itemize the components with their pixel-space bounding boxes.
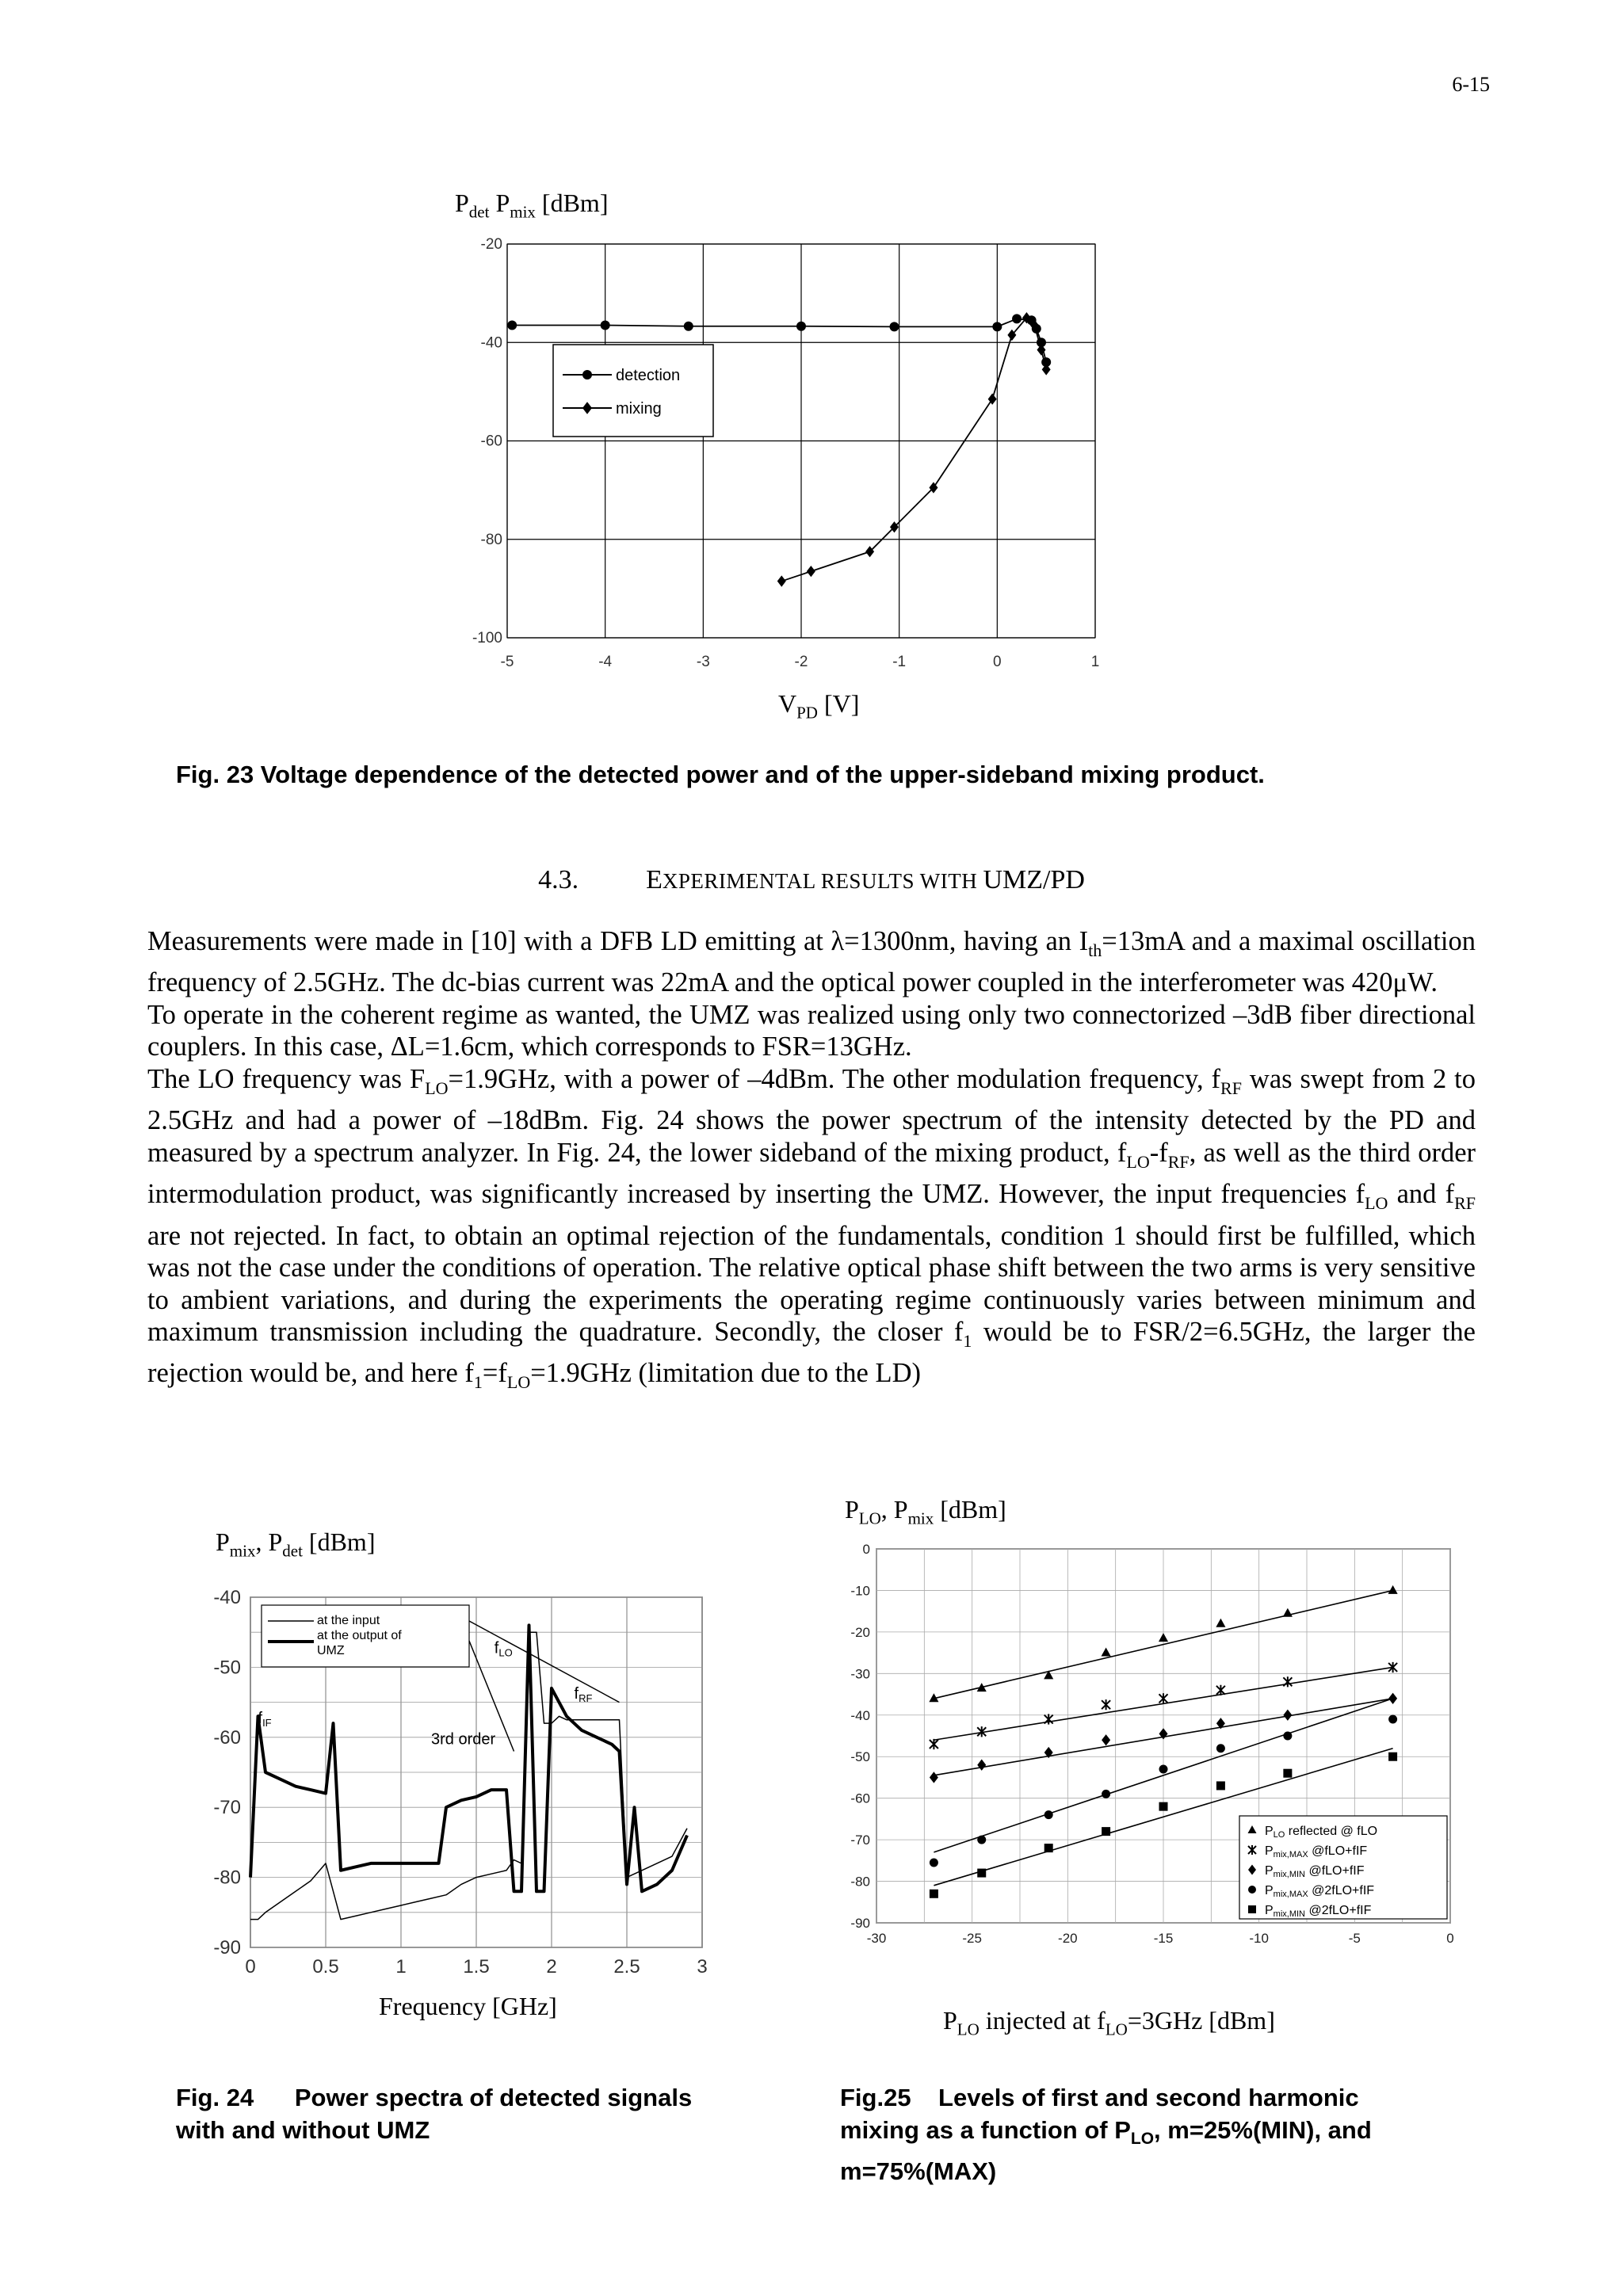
- fig23-point-detection: [1012, 314, 1022, 323]
- fig23-point-mixing: [777, 575, 786, 586]
- fig25-xtick-label: -25: [962, 1931, 982, 1946]
- fig23-xtick-label: 0: [993, 654, 1002, 670]
- fig24-legend: [262, 1605, 469, 1667]
- fig25-xlabel: $P_{LO}$ injected at $f_{LO}=3GHz$ [dBm]: [943, 2006, 1275, 2039]
- fig24-annot-frf: [575, 1685, 593, 1704]
- fig23-ytick-label: -80: [480, 531, 502, 548]
- body-text: [147, 925, 1476, 1399]
- fig25-xtick-label: 0: [1446, 1931, 1454, 1946]
- fig25-xtick-label: -20: [1058, 1931, 1078, 1946]
- fig24-legend-label-output: at the output of: [317, 1629, 402, 1642]
- fig25-ytick-label: -60: [850, 1791, 870, 1806]
- section-heading: 4.3. EXPERIMENTAL RESULTS WITH UMZ/PD: [538, 865, 1085, 894]
- fig24-pointer-line: [469, 1621, 620, 1703]
- fig23-legend: [553, 345, 713, 437]
- fig23-point-detection: [684, 322, 693, 331]
- fig25-point: [1388, 1715, 1397, 1724]
- fig25-point: [930, 1858, 938, 1867]
- fig25-point: [1159, 1633, 1168, 1642]
- fig24-legend-label-input: at the input: [317, 1614, 380, 1627]
- fig24-ytick-label: -50: [213, 1657, 241, 1679]
- fig25-point: [930, 1739, 938, 1749]
- fig23-ylabel: $P_{det}$ $P_{mix}$ [dBm]: [455, 189, 609, 222]
- fig24-ytick-label: -70: [213, 1797, 241, 1819]
- fig23-point-detection: [889, 322, 899, 331]
- fig25-legend: [1239, 1816, 1447, 1919]
- paragraph-1: Measurements were made in [10] with a DFB LD emitting at λ=1300nm, having an $I_{th}=13mA$ and a maximal oscillation frequency of 2.5GHz. The dc-bias current was 22mA and the optical power coupled in the interferometer was 420μW.: [147, 926, 1476, 998]
- fig25-chart: [824, 1537, 1458, 1981]
- fig25-point: [1388, 1693, 1397, 1704]
- fig25-ytick-label: -90: [850, 1916, 870, 1931]
- fig23-chart: [444, 230, 1157, 689]
- fig25-point: [1283, 1676, 1292, 1687]
- fig25-point: [1283, 1710, 1292, 1721]
- fig25-legend-label-p: P: [1265, 1884, 1274, 1897]
- fig23-legend-label: detection: [616, 367, 681, 384]
- fig24-xtick-label: 1.5: [463, 1956, 490, 1978]
- fig23-ytick-label: -20: [480, 236, 502, 253]
- fig25-point: [1216, 1685, 1225, 1695]
- fig23-legend-label: mixing: [616, 400, 662, 418]
- fig25-legend-label-rest: @fLO+fIF: [1305, 1864, 1365, 1878]
- fig25-legend-label-sub: mix,MIN: [1273, 1909, 1305, 1919]
- fig24-chart: [174, 1577, 729, 1989]
- fig25-point: [930, 1772, 938, 1783]
- fig25-xtick-label: -10: [1249, 1931, 1269, 1946]
- fig25-ytick-label: -10: [850, 1583, 870, 1599]
- fig24-annot-flo-main: f: [494, 1639, 499, 1657]
- fig24-ytick-label: -60: [213, 1726, 241, 1749]
- fig25-legend-label-sub: mix,MAX: [1273, 1850, 1308, 1859]
- fig24-annot-frf-main: f: [574, 1685, 579, 1703]
- fig25-point: [930, 1890, 938, 1898]
- fig25-ytick-label: -70: [850, 1833, 870, 1848]
- fig25-point: [1159, 1693, 1168, 1703]
- fig24-xlabel: Frequency [GHz]: [379, 1992, 557, 2020]
- fig25-point: [1102, 1734, 1110, 1745]
- fig24-xtick-label: 0: [245, 1956, 256, 1978]
- fig25-point: [1283, 1608, 1293, 1617]
- fig25-xtick-label: -30: [866, 1931, 887, 1946]
- fig23-point-detection: [507, 321, 517, 330]
- fig25-point: [1044, 1810, 1053, 1819]
- fig25-ylabel: $P_{LO}$, $P_{mix}$ [dBm]: [845, 1495, 1006, 1528]
- fig25-legend-label-sub: mix,MAX: [1273, 1890, 1308, 1899]
- fig24-annot-fif: [258, 1710, 272, 1729]
- fig25-ytick-label: -80: [850, 1874, 870, 1890]
- fig25-legend-marker: [1248, 1905, 1256, 1913]
- fig25-point: [977, 1836, 986, 1844]
- fig23-caption: Fig. 23 Voltage dependence of the detected power and of the upper-sideband mixing product.: [176, 761, 1265, 788]
- fig24-xtick-label: 2: [546, 1956, 557, 1978]
- fig25-ytick-label: -20: [850, 1624, 870, 1640]
- fig24-annot-flo-sub: LO: [498, 1646, 513, 1659]
- fig23-xtick-label: -1: [892, 654, 907, 670]
- fig25-point: [977, 1869, 986, 1878]
- fig25-legend-marker: [1248, 1886, 1256, 1894]
- fig23-xtick-label: -3: [696, 654, 710, 670]
- fig23-xlabel: $V_{PD}$ [V]: [778, 689, 860, 723]
- fig25-legend-label-rest: @2fLO+fIF: [1305, 1904, 1372, 1917]
- fig25-point: [1102, 1790, 1110, 1798]
- fig23-point-mixing: [807, 566, 815, 577]
- fig24-xtick-label: 1: [395, 1956, 407, 1978]
- fig25-legend-label-rest: @2fLO+fIF: [1308, 1884, 1375, 1897]
- fig23-legend-marker: [582, 370, 592, 379]
- fig25-legend-label-rest: reflected @ fLO: [1285, 1825, 1378, 1838]
- fig25-caption: Fig.25 Levels of first and second harmonic mixing as a function of $P_{LO}$, m=25%(MIN), and m=75%(MAX): [840, 2084, 1372, 2186]
- fig25-point: [1044, 1844, 1053, 1852]
- fig25-point: [1216, 1744, 1225, 1753]
- fig24-annot-frf-sub: RF: [579, 1692, 593, 1705]
- fig25-point: [1216, 1619, 1225, 1627]
- fig23-point-detection: [796, 322, 806, 331]
- fig24-annot-fif-sub: IF: [262, 1717, 272, 1730]
- fig25-point: [977, 1683, 987, 1691]
- fig24-annot-fif-main: f: [258, 1710, 263, 1728]
- fig23-ytick-label: -40: [480, 334, 502, 352]
- fig24-ylabel: $P_{mix}$, $P_{det}$ [dBm]: [216, 1527, 376, 1561]
- fig23-xtick-label: 1: [1090, 654, 1100, 670]
- fig25-ytick-label: -50: [850, 1749, 870, 1765]
- fig25-point: [1388, 1753, 1397, 1761]
- fig25-legend-label-sub: mix,MIN: [1273, 1870, 1305, 1879]
- fig25-legend-label-p: P: [1265, 1844, 1274, 1858]
- fig25-point: [1102, 1648, 1111, 1657]
- fig23-legend-box: [553, 345, 713, 437]
- fig23-xtick-label: -2: [794, 654, 808, 670]
- fig23-series-line-mixing: [781, 318, 1046, 581]
- fig24-legend-label-output: UMZ: [317, 1644, 345, 1657]
- page-number: 6-15: [1452, 73, 1490, 96]
- fig23-ytick-label: -60: [480, 433, 502, 450]
- fig24-caption: Fig. 24 Power spectra of detected signals with and without UMZ: [176, 2084, 693, 2144]
- fig25-point: [977, 1760, 986, 1771]
- fig24-ytick-label: -40: [213, 1587, 241, 1608]
- fig23-xtick-label: -4: [598, 654, 613, 670]
- fig25-point: [1283, 1769, 1292, 1778]
- fig23-point-detection: [601, 321, 610, 330]
- fig25-point: [1159, 1764, 1168, 1773]
- paragraph-3: The LO frequency was $F_{LO}=1.9GHz$, with a power of –4dBm. The other modulation frequency, $f_{RF}$ was swept from 2 to 2.5GHz and had a power of –18dBm. Fig. 24 shows the power spectrum of the intensity detected by the PD and measured by a spectrum analyzer. In Fig. 24, the lower sideband of the mixing product, $f_{LO}-f_{RF}$, as well as the third order intermodulation product, was significantly increased by inserting the UMZ. However, the input frequencies $f_{LO}$ and $f_{RF}$ are not rejected. In fact, to obtain an optimal rejection of the fundamentals, condition 1 should first be fulfilled, which was not the case under the conditions of operation. The relative optical phase shift between the two arms is very sensitive to ambient variations, and during the experiments the operating regime continuously varies between minimum and maximum transmission including the quadrature. Secondly, the closer $f_1$ would be to FSR/2=6.5GHz, the larger the rejection would be, and here $f_1=f_{LO}=1.9GHz$ (limitation due to the LD): [147, 1063, 1476, 1393]
- paragraph-2: To operate in the coherent regime as wanted, the UMZ was realized using only two connectorized –3dB fiber directional couplers. In this case, ΔL=1.6cm, which corresponds to FSR=13GHz.: [147, 999, 1476, 1062]
- fig25-point: [1102, 1827, 1110, 1836]
- fig25-legend-label-sub: LO: [1273, 1830, 1285, 1840]
- fig25-legend-label-p: P: [1265, 1825, 1274, 1838]
- fig25-xtick-label: -5: [1348, 1931, 1361, 1946]
- fig25-legend-label-rest: @fLO+fIF: [1308, 1844, 1368, 1858]
- fig24-ytick-label: -80: [213, 1867, 241, 1889]
- fig24-xtick-label: 0.5: [312, 1956, 339, 1978]
- fig23-point-detection: [992, 322, 1002, 331]
- fig24-xtick-label: 3: [697, 1956, 708, 1978]
- fig25-point: [1388, 1585, 1398, 1594]
- fig25-legend-label-p: P: [1265, 1904, 1274, 1917]
- fig23-xtick-label: -5: [500, 654, 514, 670]
- fig25-ytick-label: -40: [850, 1707, 870, 1723]
- fig25-ytick-label: -30: [850, 1666, 870, 1682]
- fig25-point: [1283, 1732, 1292, 1741]
- fig24-annot-third-order: 3rd order: [431, 1730, 496, 1749]
- fig25-point: [1159, 1802, 1168, 1811]
- fig25-point: [1102, 1699, 1110, 1710]
- fig25-ytick-label: 0: [862, 1542, 870, 1557]
- fig25-point: [1044, 1714, 1053, 1724]
- fig23-ytick-label: -100: [472, 630, 502, 646]
- fig24-ytick-label: -90: [213, 1937, 241, 1958]
- fig24-xtick-label: 2.5: [613, 1956, 640, 1978]
- fig25-point: [1216, 1781, 1225, 1790]
- fig25-legend-label-p: P: [1265, 1864, 1274, 1878]
- fig25-xtick-label: -15: [1153, 1931, 1174, 1946]
